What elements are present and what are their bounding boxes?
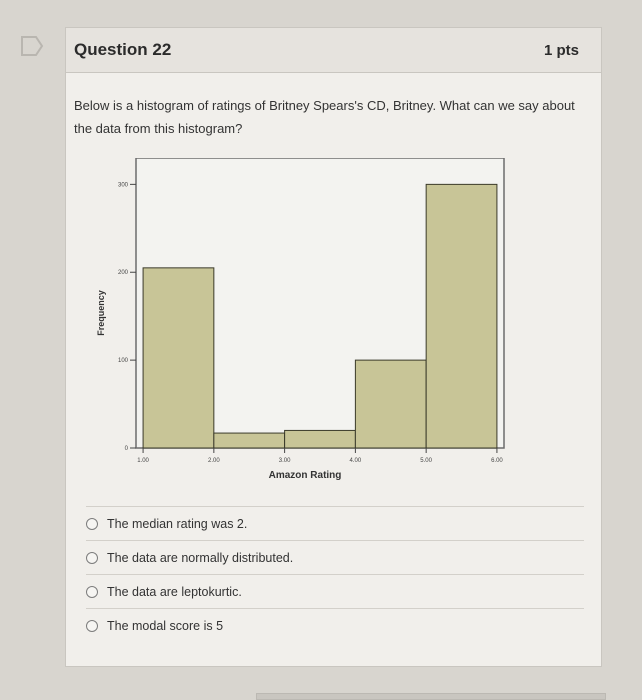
y-tick-label: 300 [117,182,128,189]
y-tick-label: 200 [117,270,128,277]
answer-label: The data are normally distributed. [107,550,294,565]
radio-button[interactable] [86,518,98,530]
answer-label: The data are leptokurtic. [107,584,242,599]
x-tick-label: 2.00 [208,458,220,464]
answer-option-4[interactable] [86,608,584,642]
y-tick-label: 0 [124,446,128,452]
question-text: Below is a histogram of ratings of Britney Spears's CD, Britney. What can we say about the data from this histogram? [74,98,575,136]
question-points: 1 pts [543,41,579,59]
x-tick-label: 1.00 [137,458,149,464]
radio-button[interactable] [86,586,98,598]
flag-icon[interactable] [20,34,46,58]
x-tick-label: 6.00 [491,458,503,464]
answer-list [86,506,584,642]
histogram-bar-4 [355,360,426,448]
question-title: Question 22 [74,40,172,59]
histogram-bar-1 [143,268,214,448]
x-tick-label: 3.00 [278,458,291,464]
y-tick-label: 100 [117,358,128,365]
histogram-bar-2 [214,433,285,448]
answer-option-1[interactable] [86,506,584,540]
histogram-chart [94,158,514,508]
question-card [65,27,602,667]
answer-option-3[interactable] [86,574,584,608]
x-tick-label: 4.00 [349,458,362,464]
answer-label: The median rating was 2. [107,516,248,531]
answer-option-2[interactable] [86,540,584,574]
answer-label: The modal score is 5 [107,618,224,633]
next-panel-edge [256,693,606,700]
histogram-bar-5 [426,184,497,448]
histogram-bar-3 [285,430,356,448]
radio-button[interactable] [86,620,98,632]
x-axis-label: Amazon Rating [268,470,342,481]
radio-button[interactable] [86,552,98,564]
question-header [66,28,601,73]
x-tick-label: 5.00 [420,458,432,464]
y-axis-label: Frequency [96,290,106,336]
